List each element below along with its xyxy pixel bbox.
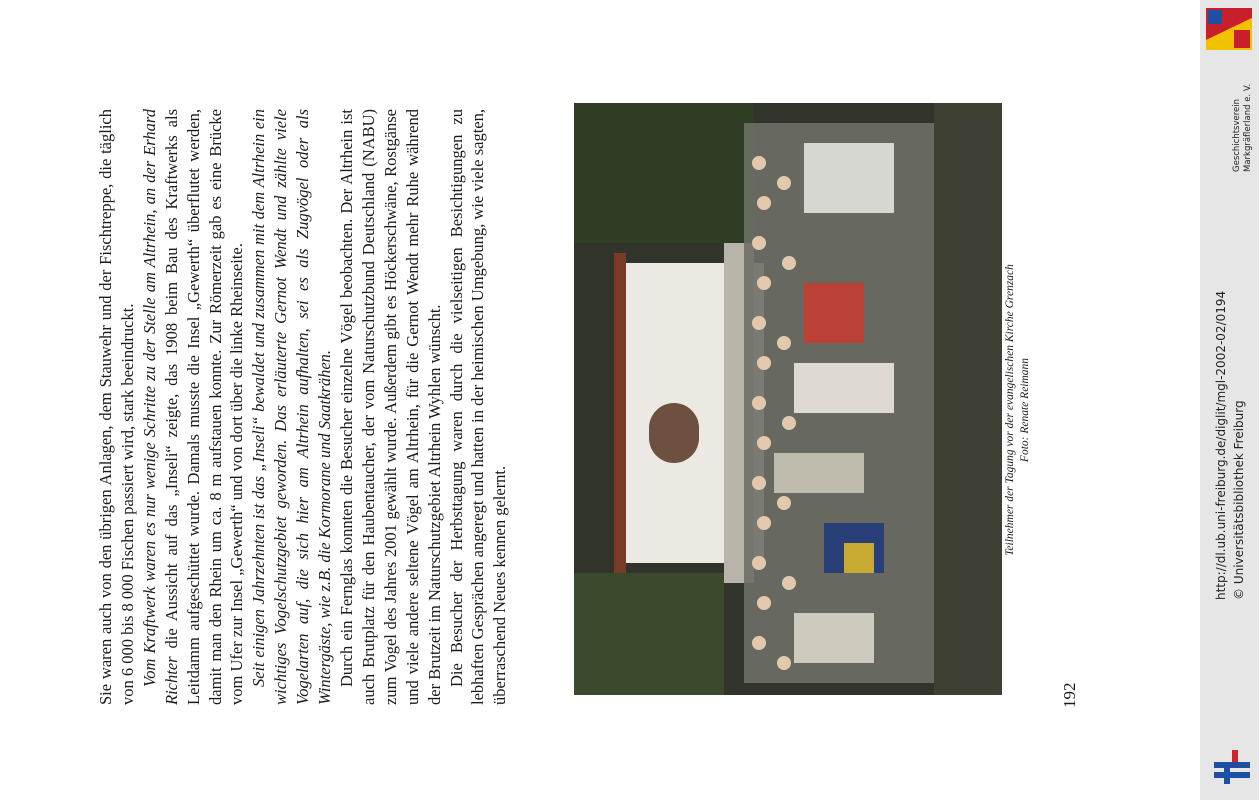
group-photo: [574, 103, 1002, 695]
article-text: [95, 109, 565, 705]
source-url-link[interactable]: http://dl.ub.uni-freiburg.de/diglit/mgl-2002-02/0194: [1214, 290, 1228, 600]
coat-of-arms-icon: [1206, 8, 1252, 50]
paragraph-2: Vom Kraftwerk waren es nur wenige Schritte zu der Stelle am Altrhein, an der Erhard Richter die Aussicht auf das „Inseli“ zeigte, das 1908 beim Bau des Kraftwerks als Leitdamm aufgeschüttet wurde. Damals musste die Insel „Gewerth“ überflutet werden, damit man den Rhein um ca. 8 m aufstauen konnte. Zur Römerzeit gab es eine Brücke vom Ufer zur Insel „Gewerth“ und von dort über die linke Rheinseite.: [139, 109, 247, 705]
copyright-text: © Universitätsbibliothek Freiburg: [1232, 400, 1246, 600]
caption-title: Teilnehmer der Tagung vor der evangelischen Kirche Grenzach: [1004, 264, 1016, 556]
paragraph-1: Sie waren auch von den übrigen Anlagen, dem Stauwehr und der Fischtreppe, die täglich von 6 000 bis 8 000 Fischen passiert wird, stark beeindruckt.: [96, 109, 137, 705]
page-number: 192: [1060, 682, 1079, 708]
paragraph-4: Durch ein Fernglas konnten die Besucher einzelne Vögel beobachten. Der Altrhein ist auch Brutplatz für den Haubentaucher, der vom Naturschutzbund Deutschland (NABU) zum Vogel des Jahres 2001 gewählt wurde. Außerdem gibt es Höckerschwäne, Rostgänse und viele andere seltene Vögel am Altrhein, für die Gernot Wendt mehr Ruhe während der Brutzeit im Naturschutzgebiet Altrhein Wyhlen wünscht.: [336, 109, 444, 705]
group-photo-image: [574, 103, 1002, 695]
society-line-1: Geschichtsverein: [1232, 98, 1242, 172]
caption-credit: Foto: Renate Reimann: [1019, 357, 1031, 463]
paragraph-5: Die Besucher der Herbsttagung waren durch die vielseitigen Besichtigungen zu lebhaften Gesprächen angeregt und hatten in der heimischen Umgebung, wie viele sagten, überraschend Neues kennen gelernt.: [446, 109, 510, 705]
source-info: [1212, 220, 1252, 600]
society-label: [1232, 62, 1258, 172]
photo-caption: [1003, 200, 1043, 620]
paragraph-3: Seit einigen Jahrzehnten ist das „Inseli“ bewaldet und zusammen mit dem Altrhein ein wichtiges Vogelschutzgebiet geworden. Das erläuterte Gernot Wendt und zählte viele Vogelarten auf, die sich hier am Altrhein aufhalten, sei es als Zugvögel oder als Wintergäste, wie z.B. die Kormorane und Saatkrähen.: [249, 109, 335, 705]
society-line-2: Markgräflerland e. V.: [1243, 83, 1253, 172]
text-block: [95, 85, 575, 705]
ub-freiburg-logo-icon: [1210, 748, 1254, 788]
